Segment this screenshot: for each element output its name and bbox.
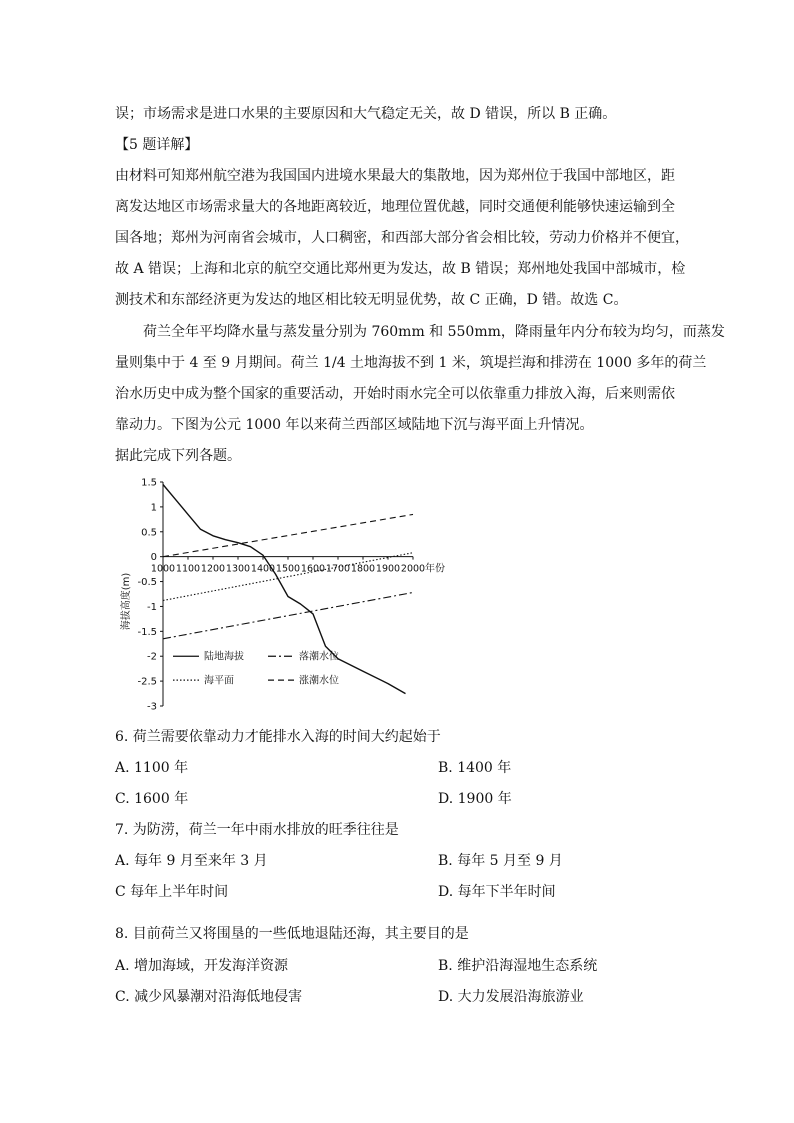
line-p1: 误；市场需求是进口水果的主要原因和大气稳定无关，故 D 错误，所以 B 正确。 <box>115 106 617 122</box>
y-tick-label: 0.5 <box>141 527 157 539</box>
option-a: A. 每年 9 月至来年 3 月 <box>115 853 268 869</box>
y-tick-label: -2 <box>147 651 157 663</box>
line-p2-4: 故 A 错误；上海和北京的航空交通比郑州更为发达，故 B 错误；郑州地处我国中部城市，检 <box>115 261 686 277</box>
x-tick-label: 1800 <box>350 563 376 575</box>
x-tick-label: 1400 <box>250 563 276 575</box>
line-p3-1: 荷兰全年平均降水量与蒸发量分别为 760mm 和 550mm，降雨量年内分布较为均匀，而蒸发 <box>143 324 725 340</box>
question-stem: 7. 为防涝，荷兰一年中雨水排放的旺季往往是 <box>115 822 399 838</box>
x-tick-label: 1700 <box>325 563 351 575</box>
question-stem: 8. 目前荷兰又将围垦的一些低地退陆还海，其主要目的是 <box>115 926 469 942</box>
section-heading-5: 【5 题详解】 <box>115 137 199 153</box>
line-p2-5: 测技术和东部经济更为发达的地区相比较无明显优势，故 C 正确，D 错。故选 C。 <box>115 292 628 308</box>
question-stem: 6. 荷兰需要依靠动力才能排水入海的时间大约起始于 <box>115 729 441 745</box>
y-tick-label: 1 <box>150 502 157 514</box>
elevation-chart <box>118 472 458 720</box>
y-tick-label: -2.5 <box>137 676 157 688</box>
option-c: C. 1600 年 <box>115 791 189 807</box>
x-tick-label: 1100 <box>175 563 201 575</box>
line-p4: 据此完成下列各题。 <box>115 448 241 464</box>
x-tick-label: 1600 <box>300 563 326 575</box>
option-d: D. 1900 年 <box>438 791 512 807</box>
option-c: C. 减少风暴潮对沿海低地侵害 <box>115 989 303 1005</box>
legend-label: 落潮水位 <box>299 651 339 663</box>
x-tick-label: 1000 <box>150 563 176 575</box>
legend-label: 陆地海拔 <box>204 651 244 663</box>
x-axis-label: 年份 <box>425 563 445 575</box>
line-p3-2: 量则集中于 4 至 9 月期间。荷兰 1/4 土地海拔不到 1 米，筑堤拦海和排涝在 1000 多年的荷兰 <box>115 355 707 371</box>
line-p2-1: 由材料可知郑州航空港为我国国内进境水果最大的集散地，因为郑州位于我国中部地区，距 <box>115 168 675 184</box>
line-p2-3: 国各地；郑州为河南省会城市，人口稠密，和西部大部分省会相比较，劳动力价格并不便宜， <box>115 230 689 246</box>
option-c: C 每年上半年时间 <box>115 884 229 900</box>
y-tick-label: -0.5 <box>137 577 157 589</box>
x-tick-label: 1500 <box>275 563 301 575</box>
option-b: B. 每年 5 月至 9 月 <box>438 853 563 869</box>
option-d: D. 大力发展沿海旅游业 <box>438 989 584 1005</box>
option-b: B. 维护沿海湿地生态系统 <box>438 958 598 974</box>
option-d: D. 每年下半年时间 <box>438 884 556 900</box>
y-tick-label: 0 <box>150 552 157 564</box>
option-b: B. 1400 年 <box>438 760 512 776</box>
x-tick-label: 2000 <box>400 563 426 575</box>
y-tick-label: -1 <box>147 601 157 613</box>
series-line-solid <box>163 485 406 694</box>
option-a: A. 增加海域，开发海洋资源 <box>115 958 289 974</box>
legend-label: 海平面 <box>204 675 234 687</box>
y-tick-label: 1.5 <box>141 477 157 489</box>
x-tick-label: 1300 <box>225 563 251 575</box>
y-axis-label: 海拔高度(m) <box>121 572 132 631</box>
option-a: A. 1100 年 <box>115 760 189 776</box>
series-line-dashed <box>163 514 413 556</box>
x-tick-label: 1200 <box>200 563 226 575</box>
line-p2-2: 离发达地区市场需求量大的各地距离较近，地理位置优越，同时交通便利能够快速运输到全 <box>115 199 675 215</box>
x-tick-label: 1900 <box>375 563 401 575</box>
series-line-dotted <box>163 553 413 601</box>
y-tick-label: -3 <box>147 701 157 713</box>
series-line-dashdot <box>163 593 413 639</box>
legend-label: 涨潮水位 <box>299 675 339 687</box>
line-p3-3: 治水历史中成为整个国家的重要活动，开始时雨水完全可以依靠重力排放入海，后来则需依 <box>115 386 675 402</box>
line-p3-4: 靠动力。下图为公元 1000 年以来荷兰西部区域陆地下沉与海平面上升情况。 <box>115 417 594 433</box>
y-tick-label: -1.5 <box>137 626 157 638</box>
